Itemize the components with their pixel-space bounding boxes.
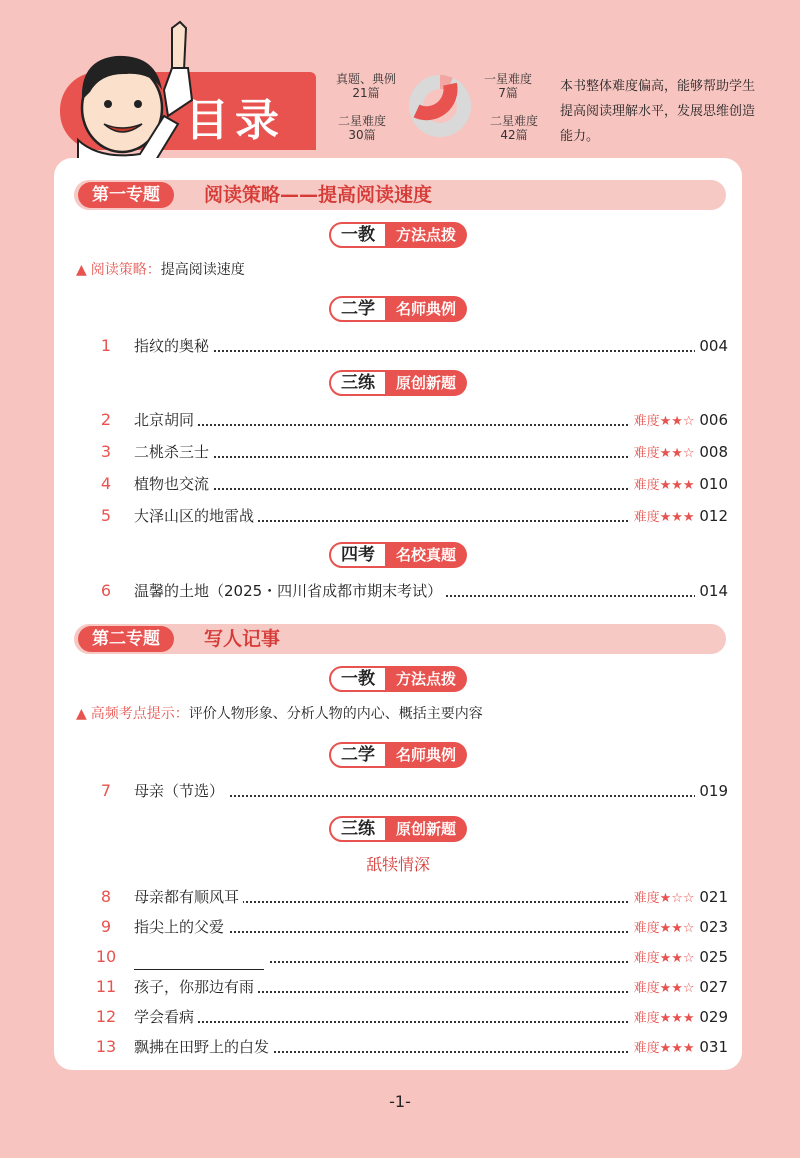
legend-erxing-right	[490, 114, 538, 142]
entry-difficulty: 难度★☆☆	[633, 891, 695, 906]
intro-text: 本书整体难度偏高，能够帮助学生提高阅读理解水平，发展思维创造能力。	[560, 79, 756, 144]
entry-number: 6	[100, 581, 112, 600]
entry-right	[630, 914, 728, 942]
block-sanlian-left: 三练	[329, 370, 387, 396]
toc-entry[interactable]	[54, 778, 742, 804]
dot-leader	[134, 350, 724, 352]
entry-page: 029	[699, 1008, 728, 1026]
section-2-header	[74, 624, 726, 654]
legend-erxing-left	[338, 114, 386, 142]
entry-right	[630, 1034, 728, 1062]
entry-number: 1	[100, 336, 112, 355]
entry-title: 飘拂在田野上的白发	[134, 1034, 273, 1060]
toc-entry[interactable]	[54, 944, 742, 970]
entry-difficulty: 难度★★★	[633, 1011, 695, 1026]
entry-page: 010	[699, 475, 728, 493]
block-erxue-right: 名师典例	[385, 296, 467, 322]
toc-entry[interactable]	[54, 914, 742, 940]
entry-difficulty: 难度★★☆	[633, 414, 695, 429]
block-sanlian-2-left: 三练	[329, 816, 387, 842]
block-yijiao-left: 一教	[329, 222, 387, 248]
entry-page: 031	[699, 1038, 728, 1056]
entry-title: 学会看病	[134, 1004, 198, 1030]
toc-entry[interactable]	[54, 884, 742, 910]
entry-title: 大泽山区的地雷战	[134, 503, 258, 529]
entry-right	[630, 503, 728, 531]
flame-icon: ▲	[76, 706, 87, 722]
section-1-header	[74, 180, 726, 210]
entry-right	[630, 471, 728, 499]
entry-number: 11	[95, 977, 117, 996]
entry-page: 027	[699, 978, 728, 996]
page-number: -1-	[389, 1092, 411, 1111]
contents-panel	[54, 158, 742, 1070]
difficulty-donut-chart	[404, 70, 476, 142]
entry-page: 023	[699, 918, 728, 936]
entry-number: 2	[100, 410, 112, 429]
entry-page: 012	[699, 507, 728, 525]
flame-icon: ▲	[76, 262, 87, 278]
block-sanlian-right: 原创新题	[385, 370, 467, 396]
block-sikao-left: 四考	[329, 542, 387, 568]
entry-page: 021	[699, 888, 728, 906]
toc-entry[interactable]	[54, 1034, 742, 1060]
entry-right	[630, 439, 728, 467]
block-yijiao-right: 方法点拨	[385, 222, 467, 248]
entry-title: 温馨的土地（2025・四川省成都市期末考试）	[134, 578, 446, 604]
tip-label: 高频考点提示：	[90, 706, 189, 722]
entry-difficulty: 难度★★★	[633, 1041, 695, 1056]
block-erxue-left: 二学	[329, 296, 387, 322]
block-sanlian-2-right: 原创新题	[385, 816, 467, 842]
section-2-tag: 第二专题	[78, 626, 174, 652]
entry-page: 004	[699, 337, 728, 355]
section-2-title: 写人记事	[204, 628, 281, 650]
legend-erxing-left-count: 30篇	[348, 128, 376, 142]
block-erxue-2-left: 二学	[329, 742, 387, 768]
entry-number: 3	[100, 442, 112, 461]
block-yijiao-2-right: 方法点拨	[385, 666, 467, 692]
toc-entry[interactable]	[54, 578, 742, 604]
entry-number: 9	[100, 917, 112, 936]
entry-number: 12	[95, 1007, 117, 1026]
block-erxue-2-right: 名师典例	[385, 742, 467, 768]
block-yijiao-2	[329, 666, 469, 692]
entry-number: 13	[95, 1037, 117, 1056]
toc-entry[interactable]	[54, 1004, 742, 1030]
entry-number: 8	[100, 887, 112, 906]
entry-difficulty: 难度★★☆	[633, 951, 695, 966]
entry-number: 10	[95, 947, 117, 966]
tip-text: 评价人物形象、分析人物的内心、概括主要内容	[188, 706, 483, 722]
entry-right	[695, 778, 728, 804]
legend-erxing-right-count: 42篇	[500, 128, 528, 142]
entry-title-blank[interactable]	[134, 944, 268, 970]
entry-title: 母亲（节选）	[134, 778, 228, 804]
fill-in-blank[interactable]	[134, 951, 264, 970]
entry-difficulty: 难度★★★	[633, 478, 695, 493]
toc-entry[interactable]	[54, 471, 742, 497]
entry-title: 指纹的奥秘	[134, 333, 213, 359]
entry-right	[630, 884, 728, 912]
legend-zhenti	[336, 72, 396, 100]
legend-yixing	[484, 72, 532, 100]
entry-difficulty: 难度★★☆	[633, 446, 695, 461]
entry-right	[630, 1004, 728, 1032]
block-yijiao	[329, 222, 469, 248]
entry-number: 5	[100, 506, 112, 525]
entry-title: 植物也交流	[134, 471, 213, 497]
legend-erxing-left-label: 二星难度	[338, 114, 387, 128]
block-sikao	[329, 542, 469, 568]
entry-right	[695, 333, 728, 359]
entry-page: 025	[699, 948, 728, 966]
toc-entry[interactable]	[54, 407, 742, 433]
tip-text: 提高阅读速度	[160, 262, 245, 278]
sub-heading: 舐犊情深	[365, 855, 430, 874]
entry-number: 7	[100, 781, 112, 800]
block-sanlian	[329, 370, 469, 396]
toc-entry[interactable]	[54, 333, 742, 359]
block-erxue-2	[329, 742, 469, 768]
legend-yixing-label: 一星难度	[484, 72, 533, 86]
entry-difficulty: 难度★★☆	[633, 921, 695, 936]
entry-title: 指尖上的父爱	[134, 914, 228, 940]
block-erxue	[329, 296, 469, 322]
block-sikao-right: 名校真题	[385, 542, 467, 568]
tip-section-1	[76, 260, 245, 280]
entry-page: 019	[699, 782, 728, 800]
section-1-tag: 第一专题	[78, 182, 174, 208]
entry-title: 二桃杀三士	[134, 439, 213, 465]
entry-right	[630, 974, 728, 1002]
entry-page: 008	[699, 443, 728, 461]
entry-difficulty: 难度★★☆	[633, 981, 695, 996]
entry-title: 北京胡同	[134, 407, 198, 433]
entry-title: 母亲都有顺风耳	[134, 884, 243, 910]
legend-zhenti-count: 21篇	[352, 86, 380, 100]
entry-title: 孩子，你那边有雨	[134, 974, 258, 1000]
legend-erxing-right-label: 二星难度	[490, 114, 539, 128]
page-title: 目录	[185, 95, 285, 146]
entry-right	[630, 944, 728, 972]
legend-zhenti-label: 真题、典例	[336, 72, 397, 86]
entry-page: 014	[699, 582, 728, 600]
entry-page: 006	[699, 411, 728, 429]
header	[0, 0, 800, 160]
toc-entry[interactable]	[54, 503, 742, 529]
tip-label: 阅读策略：	[90, 262, 161, 278]
entry-right	[695, 578, 728, 604]
toc-entry[interactable]	[54, 974, 742, 1000]
section-1-title: 阅读策略——提高阅读速度	[204, 184, 433, 206]
tip-section-2	[76, 704, 483, 724]
legend-yixing-count: 7篇	[498, 86, 518, 100]
block-yijiao-2-left: 一教	[329, 666, 387, 692]
block-sanlian-2	[329, 816, 469, 842]
toc-entry[interactable]	[54, 439, 742, 465]
entry-difficulty: 难度★★★	[633, 510, 695, 525]
entry-right	[630, 407, 728, 435]
entry-number: 4	[100, 474, 112, 493]
